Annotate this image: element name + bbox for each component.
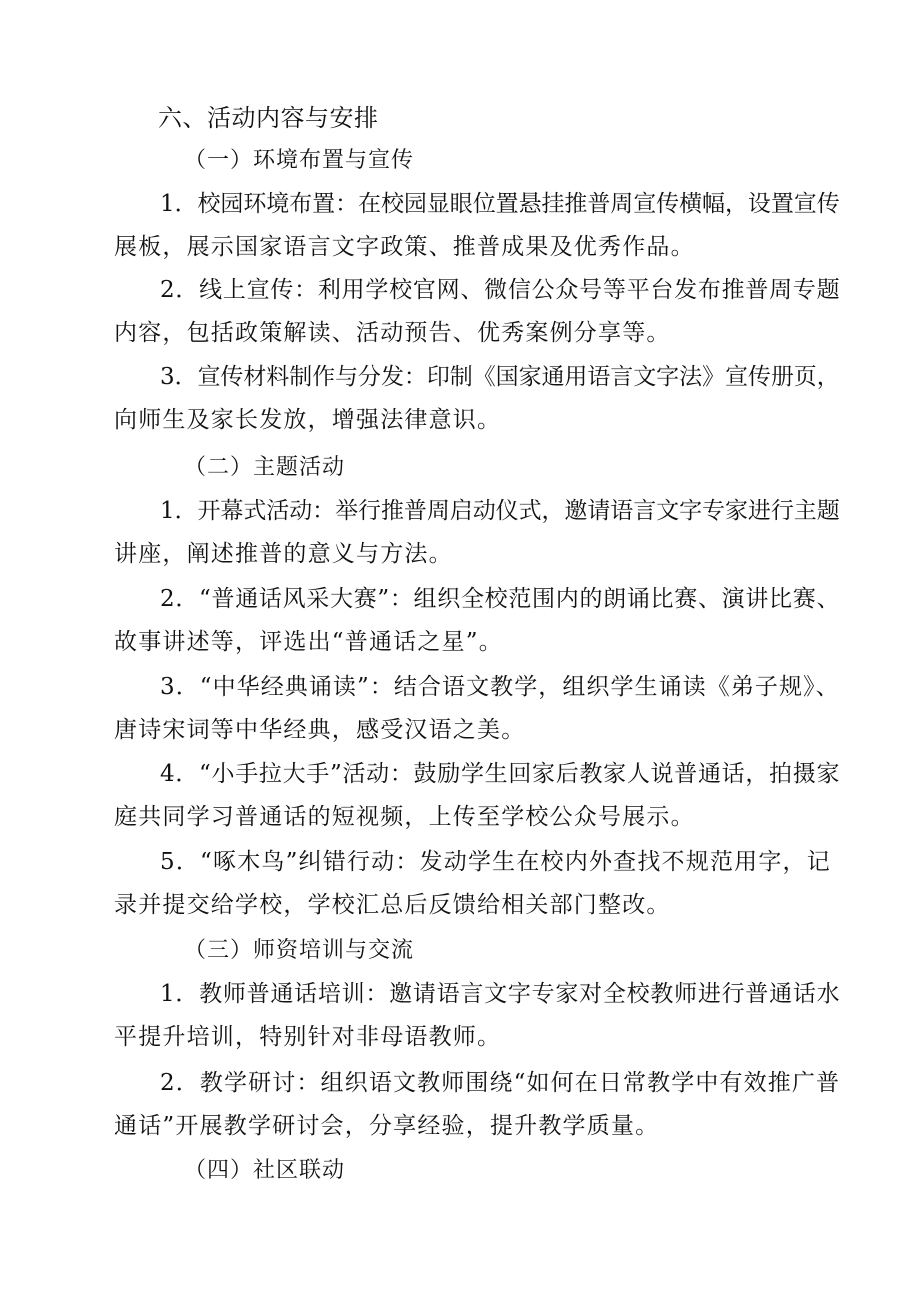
paragraph-line: 讲座，阐述推普的意义与方法。 — [114, 541, 453, 567]
paragraph-line: 2．教学研讨：组织语文教师围绕“如何在日常教学中有效推广普 — [160, 1070, 841, 1096]
paragraph-line: 3．“中华经典诵读”：结合语文教学，组织学生诵读《弟子规》、 — [160, 674, 840, 700]
paragraph-line: 唐诗宋词等中华经典，感受汉语之美。 — [114, 717, 526, 743]
paragraph-line: 2．“普通话风采大赛”：组织全校范围内的朗诵比赛、演讲比赛、 — [160, 586, 841, 612]
paragraph-line: 4．“小手拉大手”活动：鼓励学生回家后教家人说普通话，拍摄家 — [160, 761, 841, 787]
paragraph-line: 5．“啄木鸟”纠错行动：发动学生在校内外查找不规范用字，记 — [160, 849, 831, 875]
paragraph-line: 展板，展示国家语言文字政策、推普成果及优秀作品。 — [114, 234, 695, 260]
subsection-title-2: （二）主题活动 — [184, 455, 346, 480]
subsection-title-1: （一）环境布置与宣传 — [184, 148, 415, 173]
paragraph-line: 2．线上宣传：利用学校官网、微信公众号等平台发布推普周专题 — [160, 277, 841, 303]
section-title: 六、活动内容与安排 — [158, 104, 379, 132]
paragraph-line: 平提升培训，特别针对非母语教师。 — [114, 1024, 502, 1050]
paragraph-line: 通话”开展教学研讨会，分享经验，提升教学质量。 — [114, 1113, 660, 1139]
paragraph-line: 内容，包括政策解读、活动预告、优秀案例分享等。 — [114, 320, 671, 346]
paragraph-line: 故事讲述等，评选出“普通话之星”。 — [114, 629, 503, 655]
paragraph-line: 3．宣传材料制作与分发：印制《国家通用语言文字法》宣传册页， — [160, 364, 840, 390]
paragraph-line: 向师生及家长发放，增强法律意识。 — [114, 407, 502, 433]
subsection-title-3: （三）师资培训与交流 — [184, 938, 415, 963]
subsection-title-4: （四）社区联动 — [184, 1158, 346, 1183]
paragraph-line: 录并提交给学校，学校汇总后反馈给相关部门整改。 — [114, 892, 671, 918]
paragraph-line: 1．教师普通话培训：邀请语言文字专家对全校教师进行普通话水 — [160, 981, 841, 1007]
paragraph-line: 庭共同学习普通话的短视频，上传至学校公众号展示。 — [114, 804, 695, 830]
paragraph-line: 1．开幕式活动：举行推普周启动仪式，邀请语言文字专家进行主题 — [160, 498, 840, 524]
paragraph-line: 1．校园环境布置：在校园显眼位置悬挂推普周宣传横幅，设置宣传 — [160, 191, 840, 217]
